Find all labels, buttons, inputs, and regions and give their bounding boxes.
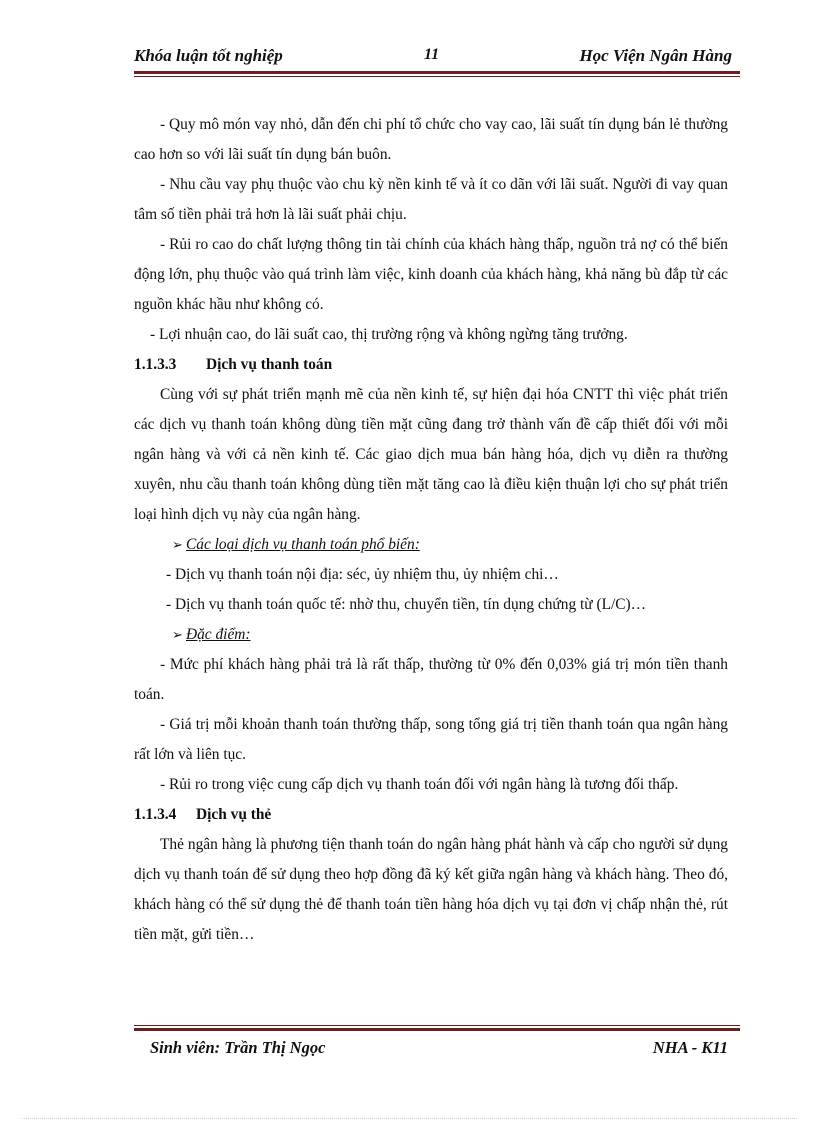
- bullet-heading-text: Đặc điểm:: [186, 626, 251, 643]
- arrow-bullet-icon: ➢: [172, 537, 183, 552]
- page-edge-divider: [22, 1118, 797, 1119]
- page-body: [134, 110, 728, 950]
- paragraph: - Nhu cầu vay phụ thuộc vào chu kỳ nền kinh tế và ít co dãn với lãi suất. Người đi vay quan tâm số tiền phải trả hơn là lãi suất phải chịu.: [134, 176, 728, 223]
- section-number: 1.1.3.4: [134, 806, 177, 823]
- arrow-bullet-icon: ➢: [172, 627, 183, 642]
- bullet-heading-text: Các loại dịch vụ thanh toán phổ biến:: [186, 536, 420, 553]
- paragraph: - Rủi ro cao do chất lượng thông tin tài chính của khách hàng thấp, nguồn trả nợ có thể biến động lớn, phụ thuộc vào quá trình làm việc, kinh doanh của khách hàng, khả năng bù đắp từ các nguồn khác hầu như không có.: [134, 236, 728, 313]
- header-rule-thin: [134, 76, 740, 77]
- page-header: [134, 46, 732, 70]
- footer-student-name: Sinh viên: Trần Thị Ngọc: [150, 1038, 326, 1057]
- section-number: 1.1.3.3: [134, 356, 177, 373]
- paragraph: - Rủi ro trong việc cung cấp dịch vụ thanh toán đối với ngân hàng là tương đối thấp.: [160, 776, 679, 793]
- page-footer: [150, 1038, 728, 1062]
- footer-rule-thick: [134, 1028, 740, 1031]
- bullet-heading: [134, 530, 728, 560]
- paragraph: Cùng với sự phát triển mạnh mẽ của nền kinh tế, sự hiện đại hóa CNTT thì việc phát triển các dịch vụ thanh toán không dùng tiền mặt cũng đang trở thành vấn đề cấp thiết đối với mỗi ngân hàng và với cả nền kinh tế. Các giao dịch mua bán hàng hóa, dịch vụ diễn ra thường xuyên, nhu cầu thanh toán không dùng tiền mặt tăng cao là điều kiện thuận lợi cho sự phát triển loại hình dịch vụ này của ngân hàng.: [134, 386, 728, 523]
- paragraph: - Mức phí khách hàng phải trả là rất thấp, thường từ 0% đến 0,03% giá trị món tiền thanh toán.: [134, 656, 728, 703]
- footer-class-code: NHA - K11: [652, 1038, 728, 1057]
- section-heading: [134, 800, 728, 830]
- footer-rule-thin: [134, 1025, 740, 1026]
- section-title: Dịch vụ thẻ: [196, 806, 272, 823]
- paragraph: - Giá trị mỗi khoản thanh toán thường thấp, song tổng giá trị tiền thanh toán qua ngân hàng rất lớn và liên tục.: [134, 716, 728, 763]
- section-title: Dịch vụ thanh toán: [206, 356, 333, 373]
- section-heading: [134, 350, 728, 380]
- paragraph: - Quy mô món vay nhỏ, dẫn đến chi phí tổ chức cho vay cao, lãi suất tín dụng bán lẻ thường cao hơn so với lãi suất tín dụng bán buôn.: [134, 116, 728, 163]
- list-item: - Dịch vụ thanh toán quốc tế: nhờ thu, chuyển tiền, tín dụng chứng từ (L/C)…: [166, 596, 647, 613]
- bullet-heading: [134, 620, 728, 650]
- header-institution: Học Viện Ngân Hàng: [579, 46, 732, 65]
- page-number: 11: [424, 46, 440, 63]
- header-rule-thick: [134, 71, 740, 74]
- paragraph: Thẻ ngân hàng là phương tiện thanh toán do ngân hàng phát hành và cấp cho người sử dụng dịch vụ thanh toán để sử dụng theo hợp đồng đã ký kết giữa ngân hàng và khách hàng. Theo đó, khách hàng có thể sử dụng thẻ để thanh toán tiền hàng hóa dịch vụ tại đơn vị chấp nhận thẻ, rút tiền mặt, gửi tiền…: [134, 836, 728, 943]
- header-thesis-label: Khóa luận tốt nghiệp: [134, 46, 283, 65]
- paragraph: - Lợi nhuận cao, do lãi suất cao, thị trường rộng và không ngừng tăng trưởng.: [150, 326, 628, 343]
- list-item: - Dịch vụ thanh toán nội địa: séc, ủy nhiệm thu, ủy nhiệm chi…: [166, 566, 559, 583]
